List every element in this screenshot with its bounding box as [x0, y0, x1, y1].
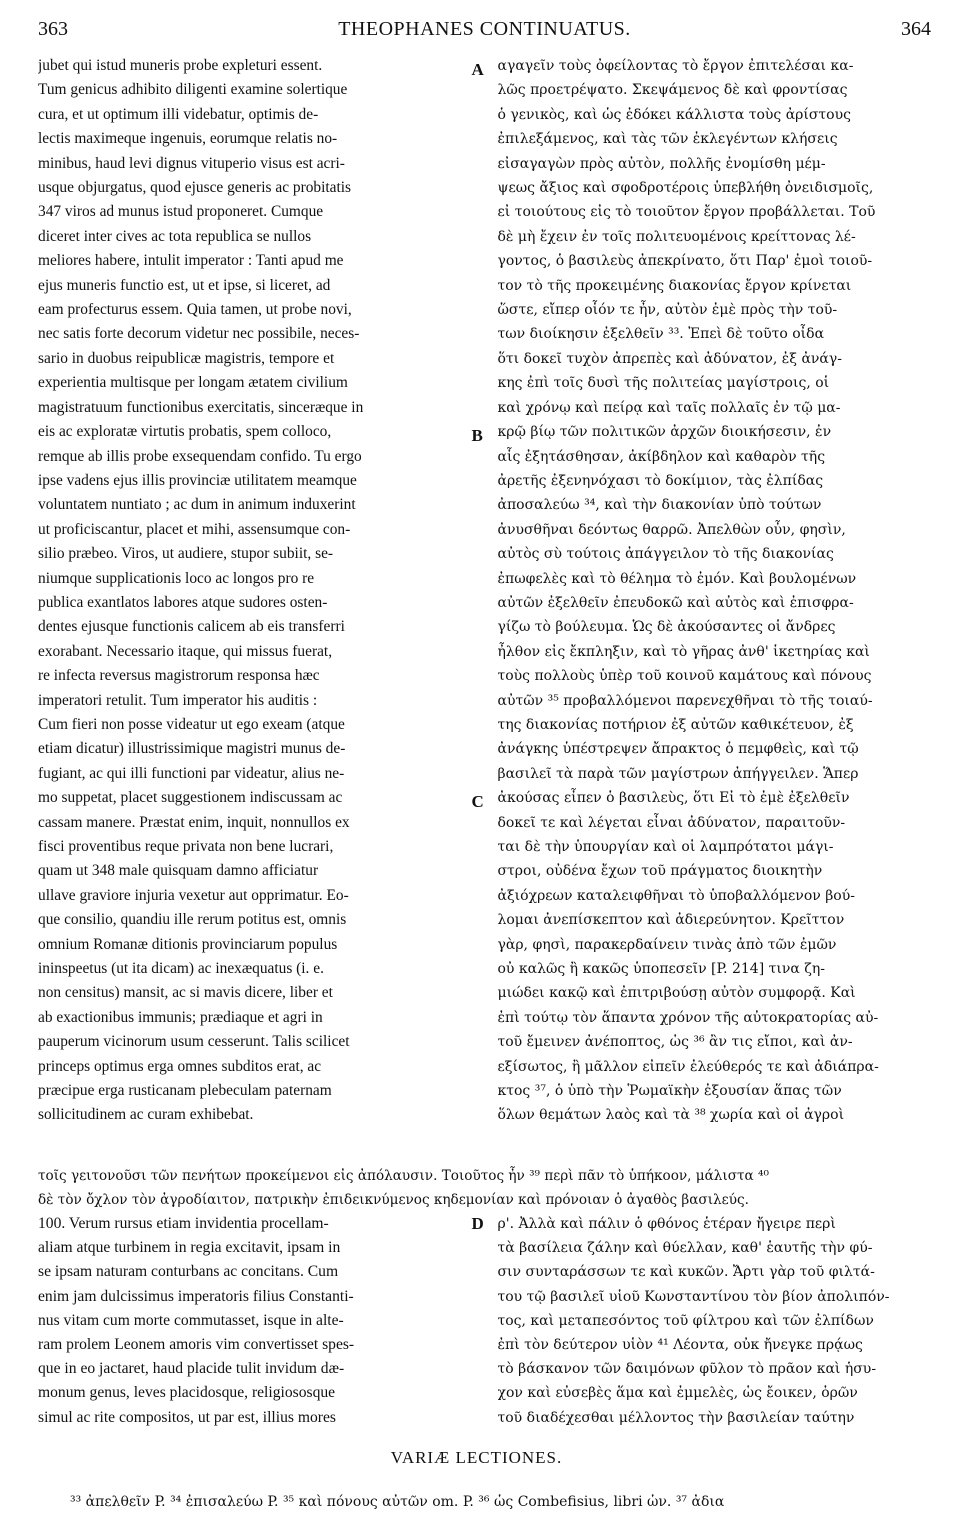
greek-line: δὲ μὴ ἔχειν ἐν τοῖς πολιτευομένοις κρείττονας λέ-	[497, 228, 856, 245]
greek-lower-line: ἐπὶ τὸν δεύτερον υἱὸν ⁴¹ Λέοντα, οὐκ ἤνεγκε πρᾴως	[497, 1337, 863, 1354]
greek-line: ἦλθον εἰς ἔκπληξιν, καὶ τὸ γῆρας ἀνθ' ἱκετηρίας καὶ	[497, 643, 870, 660]
greek-line: τον τὸ τῆς προκειμένης διακονίας ἔργον κρίνεται	[497, 277, 852, 294]
greek-lower-line: χον καὶ εὐσεβὲς ἅμα καὶ ἐμμελὲς, ὡς ἔοικεν, ὁρῶν	[497, 1385, 858, 1402]
latin-line: remque ab illis probe exsequendam confido. Tu ergo	[38, 447, 362, 465]
latin-line: etiam dicatur) illustrissimique magistri munus de-	[38, 740, 346, 758]
latin-line: quam ut 348 male quisquam damno afficiatur	[38, 862, 319, 880]
greek-line: ὥστε, εἴπερ οἷόν τε ἦν, αὐτὸν ἐμὲ πρὸς τὴν τοῦ-	[497, 302, 838, 319]
marker-b: B	[471, 426, 483, 445]
full-width-line: τοῖς γειτονοῦσι τῶν πενήτων προκείμενοι εἰς ἀπόλαυσιν. Τοιοῦτος ἦν ³⁹ περὶ πᾶν τὸ ὑπήκοον, μάλιστα ⁴⁰	[38, 1168, 769, 1184]
right-page-number: 364	[901, 18, 931, 40]
greek-line: ἐπὶ τούτῳ τὸν ἅπαντα χρόνον τῆς αὐτοκρατορίας αὐ-	[497, 1009, 879, 1026]
greek-line: αἷς ἐξητάσθησαν, ἀκίβδηλον καὶ καθαρὸν τῆς	[497, 448, 826, 465]
greek-column	[498, 54, 932, 1162]
latin-line: cassam manere. Præstat enim, inquit, nonnullos ex	[38, 813, 350, 831]
latin-lower-line: 100. Verum rursus etiam invidentia procellam-	[38, 1215, 329, 1232]
latin-line: re infecta reversus magistrorum responsa hæc	[38, 667, 320, 685]
greek-column-lower	[498, 1212, 932, 1432]
greek-lower-line: τοῦ διαδέχεσθαι μέλλοντος τὴν βασιλείαν ταύτην	[497, 1409, 855, 1426]
latin-lower-line: enim jam dulcissimus imperatoris filius Constanti-	[38, 1287, 354, 1305]
greek-lower-line: τος, καὶ μεταπεσόντος τοῦ φίλτρου καὶ τῶν ἐλπίδων	[497, 1312, 874, 1329]
latin-lower-line: simul ac rite compositos, ut par est, illius mores	[38, 1408, 336, 1426]
greek-line: εἰ τοιούτους εἰς τὸ τοιοῦτον ἔργον προβάλλεται. Τοῦ	[497, 204, 876, 221]
greek-lower-line: ρ'. Ἀλλὰ καὶ πάλιν ὁ φθόνος ἑτέραν ἤγειρε περὶ	[497, 1216, 836, 1232]
greek-line: δοκεῖ τε καὶ λέγεται εἶναι ἀδύνατον, παραιτοῦν-	[497, 814, 846, 831]
latin-line: ipse vadens ejus illis provinciæ utilitatem meamque	[38, 471, 357, 489]
latin-line: eam profecturus essem. Quia tamen, ut probe novi,	[38, 301, 352, 319]
latin-line: minibus, haud levi dignus vituperio visus est acri-	[38, 154, 345, 172]
page-header	[38, 18, 931, 48]
latin-line: jubet qui istud muneris probe expleturi essent.	[38, 57, 323, 74]
latin-line: niumque supplicationis loco ac longos pro re	[38, 569, 315, 587]
greek-line: κρῷ βίῳ τῶν πολιτικῶν ἀρχῶν διοικήσεσιν, ἐν	[497, 424, 832, 441]
greek-line: αὐτὸς σὺ τούτοις ἀπάγγειλον τὸ τῆς διακονίας	[497, 546, 834, 563]
variant-notes: ³³ ἀπελθεῖν P. ³⁴ ἐπισαλεύω P. ³⁵ καὶ πόνους αὐτῶν om. P. ³⁶ ὡς Combefisius, libri ὧν. ³⁷ ἀδια	[70, 1494, 725, 1510]
latin-line: ininspeetus (ut ita dicam) ac inexæquatus (i. e.	[38, 960, 324, 978]
latin-line: publica exantlatos labores atque sudores osten-	[38, 593, 328, 611]
left-page-number: 363	[38, 18, 68, 40]
greek-line: στροι, οὐδένα ἔχων τοῦ πράγματος διοικητὴν	[497, 863, 823, 880]
latin-line: sollicitudinem ac curam exhibebat.	[38, 1106, 254, 1124]
greek-line: της διακονίας ποτήριον ἐξ αὐτῶν καθικέτευον, ἐξ	[497, 716, 854, 733]
greek-line: τοῦ ἔμεινεν ἀνέποπτος, ὡς ³⁶ ἂν τις εἴποι, καὶ ἀν-	[497, 1034, 853, 1051]
latin-line: princeps optimus erga omnes subditos erat, ac	[38, 1057, 322, 1075]
latin-line: voluntatem nuntiato ; ac dum in animum induxerint	[38, 496, 356, 514]
greek-line: ἀξιόχρεων καταλειφθῆναι τὸ ὑποβαλλόμενον βού-	[497, 887, 855, 904]
greek-line: ἐπωφελὲς καὶ τὸ θέλημα τὸ ἐμόν. Καὶ βουλομένων	[497, 570, 857, 587]
greek-line: μιώδει κακῷ καὶ ἐπιτριβούσῃ αὐτὸν συμφορᾷ. Καὶ	[497, 985, 856, 1002]
latin-line: dentes ejusque functionis calicem ab eis transferri	[38, 618, 345, 636]
greek-line: ἀνάγκης ὑπέστρεψεν ἄπρακτος ὁ πεμφθεὶς, καὶ τῷ	[497, 741, 859, 758]
latin-line: præcipue erga rusticanam plebeculam paternam	[38, 1082, 332, 1100]
latin-line: Cum fieri non posse videatur ut ego exeam (atque	[38, 715, 345, 733]
full-width-line: δὲ τὸν ὄχλον τὸν ἀγροδίαιτον, πατρικὴν ἐπιδεικνύμενος κηδεμονίαν καὶ πρόνοιαν ὁ ἀγαθὸς βασιλεύς.	[38, 1192, 749, 1208]
greek-line: γοντος, ὁ βασιλεὺς ἀπεκρίνατο, ὅτι Παρ' ἐμοὶ τοιοῦ-	[497, 253, 873, 270]
latin-line: exorabant. Necessario itaque, qui missus fuerat,	[38, 642, 333, 660]
latin-line: pauperum vicinorum usum cesserunt. Talis scilicet	[38, 1033, 350, 1051]
greek-line: ται δὲ τὴν ὑπουργίαν καὶ οἱ λαμπρότατοι μάγι-	[497, 839, 834, 855]
latin-line: ullave graviore injuria vexetur aut opprimatur. Eo-	[38, 886, 349, 904]
greek-line: εξίσωτος, ἢ μᾶλλον εἰπεῖν ἐλεύθερός τε καὶ ἀδιάπρα-	[497, 1058, 879, 1075]
latin-line: mo suppetat, placet suggestionem indiscussam ac	[38, 789, 343, 807]
latin-line: imperatori retulit. Tum imperator his auditis :	[38, 691, 318, 709]
latin-line: que consilio, quandiu ille rerum potitus est, omnis	[38, 911, 347, 929]
greek-line: ἀρετῆς ἐξενηνόχασι τὸ δοκίμιον, τὰς ἐλπίδας	[497, 472, 824, 489]
latin-line: ejus muneris functio est, ut et ipse, si liceret, ad	[38, 276, 331, 294]
latin-lower-line: monum genus, leves placidosque, religiososque	[38, 1384, 336, 1402]
latin-lower-line: se ipsam naturam conturbans ac concitans. Cum	[38, 1263, 339, 1281]
full-width-greek-lines	[38, 1164, 931, 1212]
greek-line: αὐτῶν ³⁵ προβαλλόμενοι παρενεχθῆναι τὸ τῆς τοιαύ-	[497, 692, 873, 709]
greek-line: γὰρ, φησὶ, παρακερδαίνειν τινὰς ἀπὸ τῶν ἐμῶν	[497, 936, 837, 953]
marker-c: C	[471, 792, 484, 811]
greek-line: γίζω τὸ βούλευμα. Ὡς δὲ ἀκούσαντες οἱ ἄνδρες	[497, 619, 836, 636]
latin-line: omnium Romanæ ditionis provinciarum populus	[38, 935, 338, 953]
margin-markers	[470, 54, 486, 1162]
latin-line: eis ac exploratæ virtutis probatis, spem colloco,	[38, 423, 332, 441]
running-title: THEOPHANES CONTINUATUS.	[338, 18, 631, 40]
margin-markers-lower	[470, 1212, 486, 1432]
greek-line: ψεως ἄξιος καὶ σφοδροτέροις ὑπεβλήθη ὀνειδισμοῖς,	[497, 180, 874, 197]
greek-lower-line: τὰ βασίλεια ζάλην καὶ θύελλαν, καθ' ἑαυτῆς τὴν φύ-	[497, 1240, 873, 1257]
greek-line: καὶ χρόνῳ καὶ πείρᾳ καὶ ταῖς πολλαῖς ἐν τῷ μα-	[497, 399, 841, 416]
greek-line: κτος ³⁷, ὁ ὑπὸ τὴν Ῥωμαϊκὴν ἐξουσίαν ἅπας τῶν	[497, 1083, 842, 1100]
latin-lower-line: nus vitam cum morte commutasset, isque in alte-	[38, 1311, 344, 1329]
latin-lower-line: que in eo jactaret, haud placide tulit invidum dæ-	[38, 1360, 345, 1378]
latin-line: 347 viros ad munus istud proponeret. Cumque	[38, 203, 324, 221]
variae-lectiones-heading: VARIÆ LECTIONES.	[390, 1448, 563, 1467]
greek-line: κης ἐπὶ τοῖς δυσὶ τῆς πολιτείας μαγίστροις, οἱ	[497, 375, 830, 392]
greek-line: ὁ γενικὸς, καὶ ὡς ἐδόκει κάλλιστα τοὺς ἀρίστους	[497, 106, 851, 123]
latin-line: cura, et ut optimum illi videbatur, optimis de-	[38, 105, 319, 123]
marker-a: A	[471, 60, 484, 79]
greek-lower-line: του τῷ βασιλεῖ υἱοῦ Κωνσταντίνου τὸν βίον ἀπολιπόν-	[497, 1288, 890, 1305]
greek-line: των διοίκησιν ἐξελθεῖν ³³. Ἐπεὶ δὲ τοῦτο οἶδα	[497, 326, 825, 343]
latin-lower-line: aliam atque turbinem in regia excitavit, ipsam in	[38, 1239, 341, 1257]
greek-line: οὐ καλῶς ἢ κακῶς ὑποπεσεῖν [P. 214] τινα ζη-	[497, 961, 825, 978]
latin-column	[38, 54, 470, 1162]
greek-line: ἀκούσας εἶπεν ὁ βασιλεὺς, ὅτι Εἰ τὸ ἐμὲ ἐξελθεῖν	[497, 790, 850, 807]
latin-line: meliores habere, intulit imperator : Tanti apud me	[38, 252, 344, 270]
greek-line: αὐτῶν ἐξελθεῖν ἐπευδοκῶ καὶ αὐτὸς καὶ ἐπισφρα-	[497, 594, 854, 611]
greek-line: βασιλεῖ τὰ παρὰ τῶν μαγίστρων ἀπήγγειλεν. Ἅπερ	[497, 765, 859, 782]
latin-line: usque objurgatus, quod ejusce generis ac probitatis	[38, 179, 352, 197]
greek-line: λῶς προετρέψατο. Σκεψάμενος δὲ καὶ φροντίσας	[497, 82, 848, 99]
greek-line: ὅλων θεμάτων λαὸς καὶ τὰ ³⁸ χωρία καὶ οἱ ἀγροὶ	[497, 1107, 845, 1124]
greek-line: ἐπιλεξάμενος, καὶ τὰς τῶν ἐκλεγέντων κλήσεις	[497, 131, 838, 148]
greek-lower-line: σιν συνταράσσων τε καὶ κυκῶν. Ἄρτι γὰρ τοῦ φιλτά-	[497, 1264, 875, 1281]
latin-line: non censitus) mansit, ac si mavis dicere, liber et	[38, 984, 333, 1002]
latin-line: experientia multisque per longam ætatem civilium	[38, 374, 348, 392]
latin-line: fisci proventibus reque privata non bene lucrari,	[38, 838, 334, 855]
lower-columns	[38, 1212, 931, 1432]
greek-line: ὅτι δοκεῖ τυχὸν ἀπρεπὲς καὶ ἀδύνατον, ἐξ ἀνάγ-	[497, 350, 842, 367]
greek-line: τοὺς πολλοὺς ὑπὲρ τοῦ κοινοῦ καμάτους καὶ πόνους	[497, 668, 872, 685]
latin-column-lower	[38, 1212, 470, 1432]
greek-line: αγαγεῖν τοὺς ὀφείλοντας τὸ ἔργον ἐπιτελέσαι κα-	[497, 58, 854, 74]
latin-line: Tum genicus adhibito diligenti examine solertique	[38, 81, 348, 99]
latin-lower-line: ram prolem Leonem amoris vim convertisset spes-	[38, 1336, 355, 1354]
greek-line: ἀποσαλεύω ³⁴, καὶ τὴν διακονίαν ὑπὸ τούτων	[497, 497, 822, 514]
latin-line: lectis maximeque ingenuis, eorumque relatis no-	[38, 130, 338, 148]
greek-line: ἀνυσθῆναι δεόντως θαρρῶ. Ἀπελθὼν οὖν, φησὶν,	[497, 521, 846, 538]
greek-line: λομαι ἀνεπίσκεπτον καὶ ἀδιερεύνητον. Κρεῖττον	[497, 912, 845, 929]
latin-line: sario in duobus reipublicæ magistris, tempore et	[38, 349, 335, 367]
upper-columns	[38, 54, 931, 1162]
greek-lower-line: τὸ βάσκανον τῶν δαιμόνων φῦλον τὸ πρᾶον καὶ ἡσυ-	[497, 1361, 877, 1378]
latin-line: ut proficiscantur, placet et mihi, assensumque con-	[38, 520, 351, 538]
latin-line: ab exactionibus immunis; prædiaque et agri in	[38, 1008, 323, 1026]
marker-d: D	[471, 1214, 484, 1233]
latin-line: magistratuum functionibus exercitatis, sinceræque in	[38, 398, 364, 416]
latin-line: diceret inter cives ac tota republica se nullos	[38, 227, 312, 245]
latin-line: fugiant, ac qui illi functioni par videatur, alius ne-	[38, 764, 345, 782]
latin-line: silio præbeo. Viros, ut audiere, stupor subiit, se-	[38, 545, 334, 563]
greek-line: εἰσαγαγὼν πρὸς αὐτὸν, πολλῆς ἐνομίσθη μέμ-	[497, 155, 826, 172]
latin-line: nec satis forte decorum videtur nec possibile, neces-	[38, 325, 360, 343]
